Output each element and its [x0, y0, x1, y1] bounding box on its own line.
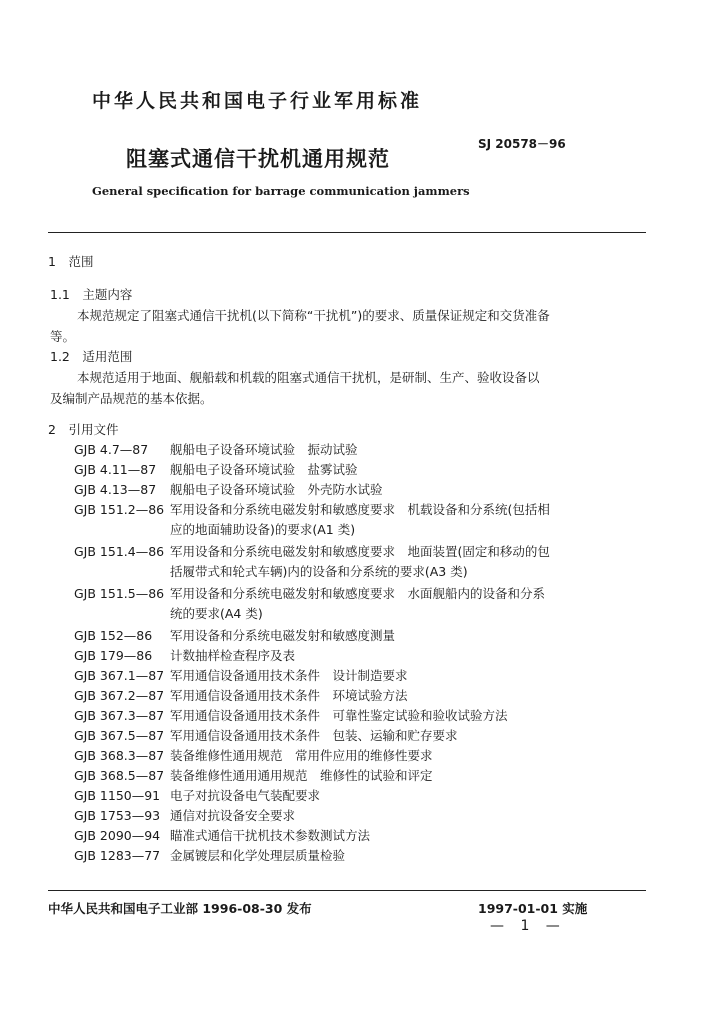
reference-item — [74, 706, 554, 726]
reference-code: GJB 367.1—87 — [74, 668, 165, 683]
reference-title: 计数抽样检查程序及表 — [170, 648, 296, 663]
reference-code: GJB 1283—77 — [74, 848, 161, 863]
reference-title: 舰船电子设备环境试验 振动试验 — [170, 442, 358, 457]
standard-name: 中华人民共和国电子行业军用标准 — [92, 90, 423, 112]
reference-code: GJB 367.5—87 — [74, 728, 165, 743]
reference-title: 电子对抗设备电气装配要求 — [170, 788, 321, 803]
reference-code: GJB 1150—91 — [74, 788, 161, 803]
reference-code: GJB 368.3—87 — [74, 748, 165, 763]
reference-item — [74, 666, 554, 686]
section-1-1-heading: 1.1 主题内容 — [50, 287, 133, 302]
reference-title: 军用通信设备通用技术条件 包装、运输和贮存要求 — [170, 728, 458, 743]
reference-item — [74, 846, 554, 866]
reference-item — [74, 500, 554, 540]
section-2-heading: 2 引用文件 — [48, 422, 119, 437]
reference-item — [74, 726, 554, 746]
header-divider — [48, 232, 646, 233]
reference-code: GJB 151.5—86 — [74, 586, 165, 601]
reference-item — [74, 480, 554, 500]
reference-item — [74, 826, 554, 846]
reference-title: 军用通信设备通用技术条件 可靠性鉴定试验和验收试验方法 — [170, 708, 508, 723]
section-1-2-text: 本规范适用于地面、舰船载和机载的阻塞式通信干扰机，是研制、生产、验收设备以及编制产品规范的基本依据。 — [50, 370, 540, 406]
reference-title: 通信对抗设备安全要求 — [170, 808, 296, 823]
document-title: 阻塞式通信干扰机通用规范 — [126, 147, 390, 171]
reference-title: 军用设备和分系统电磁发射和敏感度要求 机载设备和分系统(包括相应的地面辅助设备)的要求(A1 类) — [170, 502, 550, 537]
reference-code: GJB 367.3—87 — [74, 708, 165, 723]
reference-code: GJB 151.4—86 — [74, 544, 165, 559]
section-1-1-text: 本规范规定了阻塞式通信干扰机(以下简称“干扰机”)的要求、质量保证规定和交货准备等。 — [50, 308, 550, 344]
effective-date: 1997-01-01 实施 — [478, 901, 588, 916]
reference-item — [74, 440, 554, 460]
reference-code: GJB 2090—94 — [74, 828, 161, 843]
reference-title: 军用通信设备通用技术条件 设计制造要求 — [170, 668, 408, 683]
reference-title: 瞄准式通信干扰机技术参数测试方法 — [170, 828, 371, 843]
reference-title: 军用设备和分系统电磁发射和敏感度要求 地面装置(固定和移动的包括履带式和轮式车辆)内的设备和分系统的要求(A3 类) — [170, 544, 550, 579]
reference-code: GJB 368.5—87 — [74, 768, 165, 783]
reference-item — [74, 584, 554, 624]
reference-item — [74, 646, 554, 666]
reference-code: GJB 4.7—87 — [74, 442, 149, 457]
reference-title: 装备维修性通用通用规范 维修性的试验和评定 — [170, 768, 433, 783]
reference-title: 舰船电子设备环境试验 盐雾试验 — [170, 462, 358, 477]
reference-code: GJB 4.11—87 — [74, 462, 157, 477]
issue-date: 中华人民共和国电子工业部 1996-08-30 发布 — [48, 901, 312, 916]
page-number: — 1 — — [490, 918, 566, 934]
reference-title: 舰船电子设备环境试验 外壳防水试验 — [170, 482, 383, 497]
english-title: General specification for barrage communication jammers — [92, 184, 470, 198]
section-1-heading: 1 范围 — [48, 254, 94, 269]
reference-item — [74, 766, 554, 786]
reference-title: 金属镀层和化学处理层质量检验 — [170, 848, 346, 863]
section-1-2-heading: 1.2 适用范围 — [50, 349, 133, 364]
reference-title: 军用设备和分系统电磁发射和敏感度要求 水面舰船内的设备和分系统的要求(A4 类) — [170, 586, 546, 621]
footer-divider — [48, 890, 646, 891]
reference-item — [74, 786, 554, 806]
reference-item — [74, 626, 554, 646]
reference-code: GJB 1753—93 — [74, 808, 161, 823]
reference-code: GJB 179—86 — [74, 648, 153, 663]
reference-code: GJB 4.13—87 — [74, 482, 157, 497]
reference-item — [74, 542, 554, 582]
reference-item — [74, 806, 554, 826]
reference-title: 装备维修性通用规范 常用件应用的维修性要求 — [170, 748, 433, 763]
reference-code: GJB 151.2—86 — [74, 502, 165, 517]
reference-code: GJB 152—86 — [74, 628, 153, 643]
standard-code: SJ 20578－96 — [478, 137, 566, 151]
reference-title: 军用通信设备通用技术条件 环境试验方法 — [170, 688, 408, 703]
reference-title: 军用设备和分系统电磁发射和敏感度测量 — [170, 628, 396, 643]
reference-item — [74, 746, 554, 766]
reference-code: GJB 367.2—87 — [74, 688, 165, 703]
reference-item — [74, 686, 554, 706]
reference-item — [74, 460, 554, 480]
